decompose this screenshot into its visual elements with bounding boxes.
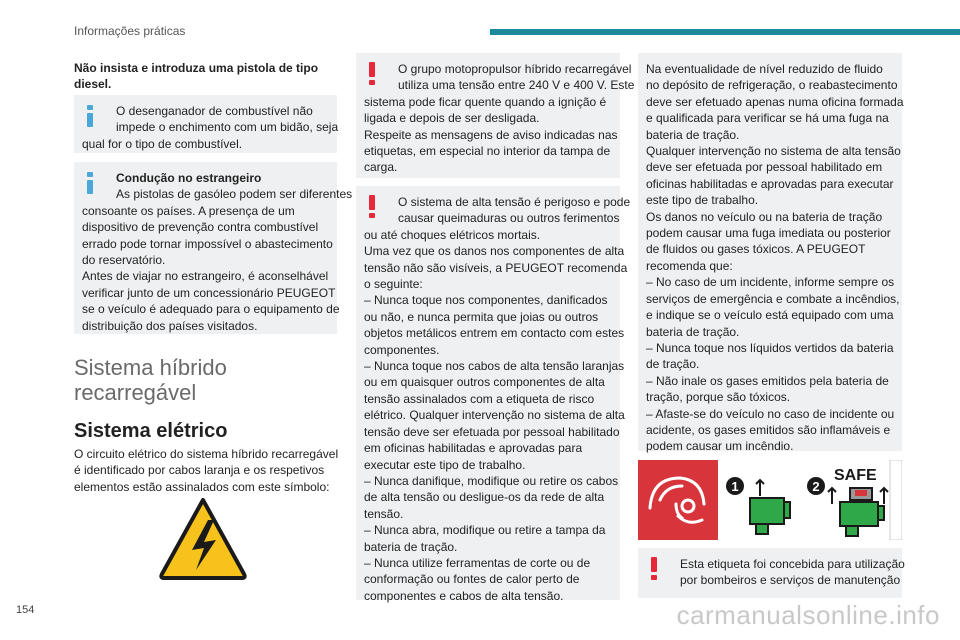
step-two-number: 2 (812, 479, 820, 494)
text-line: tração, porque são tóxicos. (646, 390, 791, 405)
text-line: bateria de tração. (364, 539, 458, 554)
text-line: de tração. (646, 357, 700, 372)
text-line: carga. (364, 160, 398, 175)
text-line: Esta etiqueta foi concebida para utilização (680, 557, 905, 571)
text-line: elementos estão assinalados com este símbolo: (74, 479, 330, 494)
text-line: utiliza uma tensão entre 240 V e 400 V. Este (398, 78, 635, 93)
text-line: – Nunca danifique, modifique ou retire os cabos (364, 473, 619, 488)
safe-text: SAFE (834, 467, 877, 484)
text-line: As pistolas de gasóleo podem ser diferentes (116, 187, 353, 202)
text-line: – Afaste-se do veículo no caso de incidente ou (646, 406, 895, 421)
text-line: Na eventualidade de nível reduzido de fluido (646, 62, 883, 76)
text-line: ou em quaisquer outros componentes de alta (364, 375, 605, 390)
text-line: bateria de tração. (646, 324, 740, 339)
text-line: bateria de tração. (646, 127, 740, 142)
text-line: sistema pode ficar quente quando a ignição é (364, 94, 607, 109)
text-line: podem causar uma fuga imediata ou posterior (646, 226, 891, 241)
text-line: tensão deve ser efetuada por pessoal habilitado (364, 424, 620, 439)
text-line: objetos metálicos entrem em contacto com estes (364, 326, 625, 341)
page-header-title: Informações práticas (74, 24, 186, 38)
text-line: do reservatório. (82, 253, 166, 268)
subsection-title: Sistema elétrico (74, 420, 228, 442)
text-line: Não insista e introduza uma pistola de tipo (74, 61, 319, 75)
page-number: 154 (16, 604, 35, 616)
text-line: Os danos no veículo ou na bateria de tração (646, 209, 883, 224)
text-line: tensão. (364, 506, 404, 521)
text-line: este tipo de trabalho. (646, 193, 759, 208)
text-line: – Nunca utilize ferramentas de corte ou de (364, 555, 591, 570)
text-line: impede o enchimento com um bidão, seja (116, 120, 339, 135)
text-line: podem causar um incêndio. (646, 439, 794, 454)
section-title-line: recarregável (74, 380, 197, 405)
text-line: é identificado por cabos laranja e os respetivos (74, 463, 325, 478)
text-line: – No caso de um incidente, informe sempre os (646, 275, 895, 290)
info-icon (87, 172, 93, 194)
text-line: oficinas habilitadas e aprovadas para executar (646, 176, 894, 191)
text-line: – Nunca toque nos componentes, danificados (364, 293, 608, 308)
text-line: – Nunca toque nos cabos de alta tensão laranjas (364, 359, 625, 374)
text-line: no depósito de refrigeração, o reabastecimento (646, 78, 898, 93)
text-line: Uma vez que os danos nos componentes de alta (364, 244, 625, 259)
warning-box-label (638, 548, 905, 598)
text-line: distribuição dos países visitados. (82, 318, 258, 333)
step-one-number: 1 (731, 479, 739, 494)
diesel-warning-text (74, 60, 318, 93)
text-line: Qualquer intervenção no sistema de alta tensão (646, 144, 901, 159)
text-line: acidente, os gases emitidos são inflamáveis e (646, 422, 891, 437)
text-line: e indique se o veículo está equipado com uma (646, 308, 894, 323)
warning-icon (651, 557, 657, 581)
header-accent-bar (490, 29, 960, 35)
text-line: diesel. (74, 77, 112, 92)
info-icon (87, 105, 93, 127)
text-line: tensão não são visíveis, a PEUGEOT recomenda (364, 260, 628, 275)
text-line: ligada e depois de ser desligada. (364, 111, 540, 126)
text-line: deve ser efetuada por pessoal habilitado em (646, 160, 883, 175)
text-line: O grupo motopropulsor híbrido recarregável (398, 62, 632, 76)
text-line: etiquetas, em especial no interior da tampa de (364, 144, 611, 159)
warning-box-voltage (356, 53, 635, 178)
text-line: ou até choques elétricos mortais. (364, 227, 541, 242)
section-title (74, 355, 227, 405)
text-line: errado pode tornar impossível o abastecimento (82, 236, 333, 251)
watermark: carmanualsonline.info (676, 600, 940, 630)
info-box-abroad (74, 162, 353, 334)
text-line: qual for o tipo de combustível. (82, 136, 243, 151)
text-line: O desenganador de combustível não (116, 104, 313, 118)
info-box-degreaser (74, 95, 337, 153)
text-line: componentes. (364, 342, 440, 357)
text-line: verificar junto de um concessionário PEUGEOT (82, 285, 336, 300)
text-line: componentes e cabos de alta tensão. (364, 588, 564, 603)
text-line: de fluidos ou gases tóxicos. A PEUGEOT (646, 242, 866, 257)
info-box-title: Condução no estrangeiro (116, 171, 262, 185)
text-line: o seguinte: (364, 277, 423, 292)
text-line: O circuito elétrico do sistema híbrido recarregável (74, 447, 339, 461)
text-line: Respeite as mensagens de aviso indicadas nas (364, 127, 618, 142)
text-line: em oficinas habilitadas e aprovadas para (364, 441, 583, 456)
text-line: serviços de emergência e combate a incêndios, (646, 291, 900, 306)
safe-label-graphic (638, 460, 902, 540)
text-line: – Não inale os gases emitidos pela bateria de (646, 373, 889, 388)
electric-system-text (74, 446, 338, 495)
section-title-line: Sistema híbrido (74, 355, 227, 380)
text-line: – Nunca abra, modifique ou retire a tampa da (364, 523, 606, 538)
text-line: causar queimaduras ou outros ferimentos (398, 211, 620, 226)
text-line: elétrico. Qualquer intervenção no sistema de alta (364, 408, 625, 423)
text-line: se o veículo é adequado para o equipamento de (82, 302, 340, 317)
text-line: consoante os países. A presença de um (82, 203, 295, 218)
info-box-coolant (638, 53, 904, 454)
text-line: deve ser efetuado apenas numa oficina formada (646, 94, 904, 109)
text-line: ou não, e nunca permita que joias ou outros (364, 309, 599, 324)
text-line: por bombeiros e serviços de manutenção (680, 573, 901, 588)
text-line: Antes de viajar no estrangeiro, é aconselhável (82, 269, 329, 284)
text-line: – Nunca toque nos líquidos vertidos da bateria (646, 340, 894, 355)
firefighter-safe-label (638, 460, 902, 540)
text-line: recomenda que: (646, 258, 733, 273)
text-line: conformação ou fontes de calor perto de (364, 572, 580, 587)
text-line: de alta tensão ou desligue-os da rede de alta (364, 490, 605, 505)
text-line: e qualificada para verificar se há uma fuga na (646, 111, 889, 126)
text-line: O sistema de alta tensão é perigoso e pode (398, 195, 631, 209)
warning-icon (369, 62, 375, 86)
warning-icon (369, 195, 375, 219)
high-voltage-icon (158, 496, 248, 580)
warning-box-high-voltage (356, 186, 631, 603)
text-line: dispositivo de prevenção contra combustível (82, 220, 319, 235)
text-line: tensão assinalados com a etiqueta de risco (364, 391, 595, 406)
text-line: executar este tipo de trabalho. (364, 457, 526, 472)
